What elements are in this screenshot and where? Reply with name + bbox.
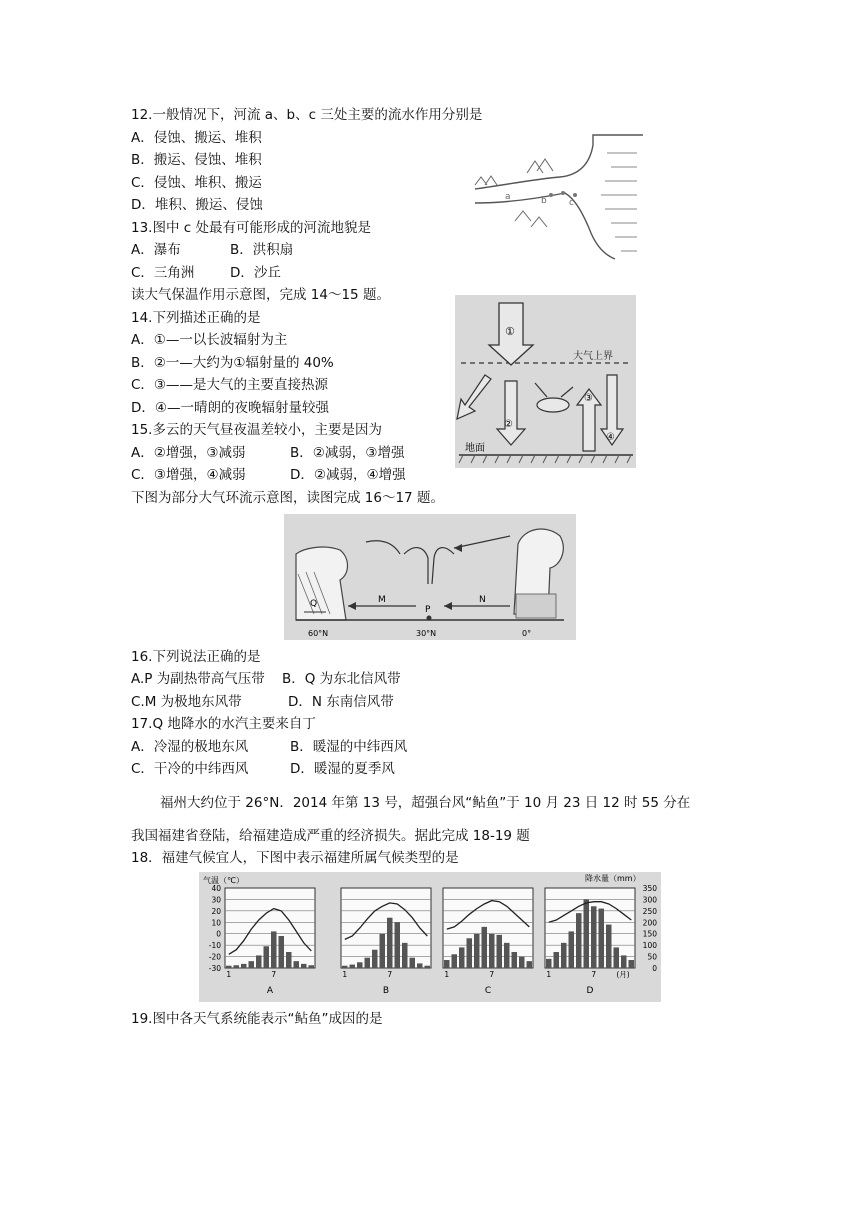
q14-stem: 14.下列描述正确的是 [131,310,261,326]
q15-option-b[interactable]: B．②减弱，③增强 [290,445,405,461]
precip-bar [256,955,262,968]
climate-chart-c [443,888,533,996]
label-N: N [479,595,486,605]
month-tick: 7 [271,970,277,979]
q14-option-c[interactable]: C．③——是大气的主要直接热源 [131,377,329,393]
precip-bar [489,934,495,968]
precip-bar [554,952,560,968]
precip-bar [417,963,423,968]
precip-bar [301,964,307,968]
chart-label: D [586,986,594,996]
q16-option-a[interactable]: A.P 为副热带高气压带 [131,671,265,687]
precip-bar [365,958,371,968]
atmosphere-top-label: 大气上界 [573,351,613,362]
arrow-label-1: ① [505,325,515,338]
precip-bar [286,952,292,968]
precip-bar [234,965,240,968]
precip-bar [621,955,627,968]
precip-bar [519,957,525,968]
q12-stem: 12.一般情况下，河流 a、b、c 三处主要的流水作用分别是 [131,107,483,123]
q15-option-d[interactable]: D．②减弱，④增强 [290,467,406,483]
precip-axis-title: 降水量（mm） [585,874,641,883]
precip-bar [444,960,450,968]
precip-bar [452,954,458,968]
q13-option-d[interactable]: D．沙丘 [230,265,281,281]
precip-bar [309,965,315,968]
precip-bar [614,947,620,968]
circulation-figure [284,514,576,640]
q12-option-a[interactable]: A．侵蚀、搬运、堆积 [131,130,262,146]
passage-line-2: 我国福建省登陆，给福建造成严重的经济损失。据此完成 18-19 题 [131,828,530,844]
intro-14-15: 读大气保温作用示意图，完成 14～15 题。 [131,287,390,303]
temp-tick: -10 [208,941,221,951]
q14-option-d[interactable]: D．④—一晴朗的夜晚辐射量较强 [131,400,329,416]
precip-bar [410,958,416,968]
q17-option-b[interactable]: B．暖湿的中纬西风 [290,739,408,755]
q17-stem: 17.Q 地降水的水汽主要来自丁 [131,716,316,732]
precip-bar [350,965,356,968]
temp-tick: 20 [211,906,221,916]
month-tick: 1 [546,970,552,979]
precip-bar [561,943,567,968]
lat-60N: 60°N [308,629,329,638]
precip-bar [395,922,401,968]
climate-chart-a [225,888,315,996]
precip-bar [425,966,431,968]
month-unit: (月) [616,970,630,979]
lat-0: 0° [522,629,532,638]
precip-bar [474,934,480,968]
precip-bar [599,909,605,968]
q19-stem: 19.图中各天气系统能表示“鲇鱼”成因的是 [131,1011,383,1027]
temp-tick: -30 [208,964,221,973]
q16-stem: 16.下列说法正确的是 [131,649,261,665]
precip-bar [226,966,232,968]
month-tick: 1 [226,970,232,979]
q13-option-a[interactable]: A．瀑布 [131,242,181,258]
q18-stem: 18．福建气候宜人，下图中表示福建所属气候类型的是 [131,850,459,866]
precip-bar [402,943,408,968]
q17-option-c[interactable]: C．干冷的中纬西风 [131,761,249,777]
q13-option-b[interactable]: B．洪积扇 [230,242,294,258]
precip-tick: 300 [642,895,657,905]
precip-bar [482,927,488,968]
label-M: M [378,595,386,605]
river-label-c: c [569,198,574,208]
climate-chart-b [341,888,431,996]
q17-option-d[interactable]: D．暖湿的夏季风 [290,761,395,777]
arrow-label-4: ④ [606,432,615,443]
temp-tick: 40 [211,884,221,893]
precip-tick: 200 [642,918,657,928]
precip-tick: 0 [652,964,657,973]
q13-stem: 13.图中 c 处最有可能形成的河流地貌是 [131,220,371,236]
atmosphere-ground-label: 地面 [465,443,485,454]
month-tick: 7 [591,970,597,979]
precip-bar [342,966,348,968]
month-tick: 1 [444,970,450,979]
climate-chart-d [545,888,635,996]
precip-bar [569,931,575,968]
precip-bar [606,925,612,968]
month-tick: 1 [342,970,348,979]
q13-option-c[interactable]: C．三角洲 [131,265,195,281]
temp-axis-title: 气温（℃） [203,876,244,885]
precip-bar [591,906,597,968]
q17-option-a[interactable]: A．冷湿的极地东风 [131,739,249,755]
q12-option-b[interactable]: B．搬运、侵蚀、堆积 [131,152,262,168]
climate-figure [199,872,661,1002]
atmosphere-figure [455,295,636,468]
precip-bar [380,934,386,968]
chart-label: C [484,986,492,996]
precip-tick: 50 [647,952,657,962]
precip-bar [504,943,510,968]
precip-tick: 350 [642,884,657,893]
temp-tick: 30 [211,895,221,905]
precip-bar [279,936,285,968]
precip-tick: 100 [642,941,657,951]
q16-option-b[interactable]: B．Q 为东北信风带 [282,671,401,687]
q12-option-d[interactable]: D．堆积、搬运、侵蚀 [131,197,263,213]
month-tick: 7 [387,970,393,979]
q15-option-c[interactable]: C．③增强，④减弱 [131,467,246,483]
precip-bar [467,938,473,968]
precip-bar [372,950,378,968]
q14-option-b[interactable]: B．②一—大约为①辐射量的 40% [131,355,334,371]
precip-bar [357,962,363,968]
precip-bar [387,918,393,968]
temp-tick: -20 [208,952,221,962]
arrow-label-3: ③ [584,393,593,404]
lat-30N: 30°N [416,629,437,638]
arrow-label-2: ② [504,419,513,430]
precip-bar [271,931,277,968]
river-label-b: b [541,196,547,206]
q16-option-d[interactable]: D．N 东南信风带 [288,694,394,710]
temp-tick: 0 [216,929,221,939]
precip-bar [546,959,552,968]
precip-bar [629,960,635,968]
month-tick: 7 [489,970,495,979]
passage-line-1: 福州大约位于 26°N．2014 年第 13 号，超强台风“鲇鱼”于 10 月 23 日 12 时 55 分在 [160,795,691,811]
precip-bar [584,899,590,968]
label-Q: Q [310,599,318,609]
q15-stem: 15.多云的天气昼夜温差较小，主要是因为 [131,422,382,438]
q16-option-c[interactable]: C.M 为极地东风带 [131,694,242,710]
precip-bar [527,961,533,968]
river-label-a: a [505,192,511,202]
precip-bar [294,961,300,968]
precip-bar [264,946,270,968]
precip-bar [512,952,518,968]
precip-bar [576,913,582,968]
precip-bar [497,935,503,968]
precip-bar [249,961,255,968]
precip-tick: 150 [642,929,657,939]
precip-bar [459,947,465,968]
intro-16-17: 下图为部分大气环流示意图，读图完成 16～17 题。 [131,490,444,506]
label-P: P [425,605,431,615]
temp-tick: 10 [211,918,221,928]
chart-label: B [382,986,390,996]
chart-frame [225,888,315,968]
chart-label: A [266,986,274,996]
q14-option-a[interactable]: A．①—一以长波辐射为主 [131,332,288,348]
q15-option-a[interactable]: A．②增强，③减弱 [131,445,246,461]
chart-frame [341,888,431,968]
river-figure [465,133,643,261]
precip-bar [241,964,247,968]
q12-option-c[interactable]: C．侵蚀、堆积、搬运 [131,175,262,191]
precip-tick: 250 [642,906,657,916]
